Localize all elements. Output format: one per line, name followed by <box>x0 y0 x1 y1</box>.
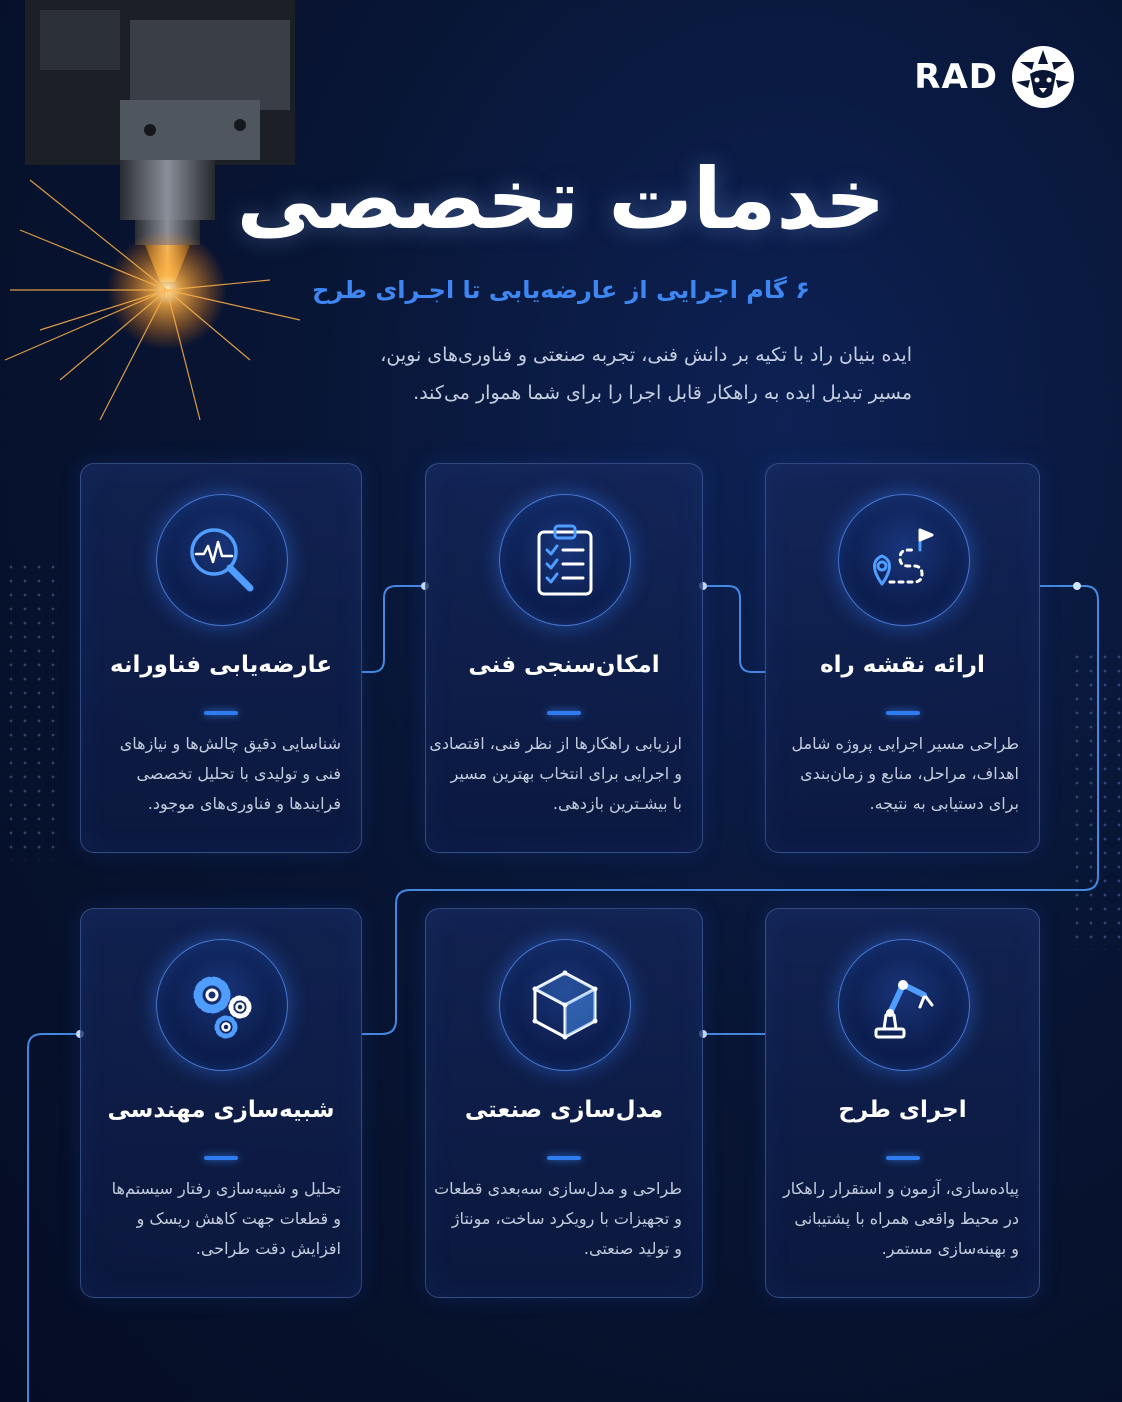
dot-grid-right <box>1070 650 1122 950</box>
desc-line: افزایش دقت طراحی. <box>195 1239 341 1258</box>
card-title: امکان‌سنجی فنی <box>468 652 660 678</box>
desc-line: فرایندها و فناوری‌های موجود. <box>147 794 341 813</box>
title-underline <box>204 711 238 715</box>
intro-line-2: مسیر تبدیل ایده به راهکار قابل اجرا را برای شما هموار می‌کند. <box>413 382 912 404</box>
service-card-simulation <box>80 908 362 1298</box>
desc-line: پیاده‌سازی، آزمون و استقرار راهکار <box>782 1179 1019 1198</box>
card-title: اجرای طرح <box>838 1097 967 1123</box>
desc-line: در محیط واقعی همراه با پشتیبانی <box>794 1209 1019 1228</box>
service-card-feasibility <box>425 463 703 853</box>
service-card-execution <box>765 908 1040 1298</box>
desc-line: برای دستیابی به نتیجه. <box>869 794 1019 813</box>
title-underline <box>204 1156 238 1160</box>
card-description <box>786 729 1019 819</box>
icon-circle <box>499 939 631 1071</box>
brand-name: RAD <box>914 57 998 97</box>
card-title: عارضه‌یابی فناورانه <box>109 652 333 678</box>
service-card-modeling <box>425 908 703 1298</box>
clipboard-checklist-icon <box>525 520 605 600</box>
card-description <box>101 1174 341 1264</box>
robot-arm-icon <box>864 965 944 1045</box>
icon-circle <box>156 494 288 626</box>
roadmap-pin-flag-icon <box>864 520 944 600</box>
desc-line: طراحی و مدل‌سازی سه‌بعدی قطعات <box>434 1179 682 1198</box>
cube-3d-icon <box>525 965 605 1045</box>
card-title: مدل‌سازی صنعتی <box>464 1097 664 1123</box>
desc-line: طراحی مسیر اجرایی پروژه شامل <box>791 734 1019 753</box>
desc-line: و تجهیزات با رویکرد ساخت، مونتاژ <box>451 1209 682 1228</box>
dot-grid-left <box>0 560 60 860</box>
icon-circle <box>838 494 970 626</box>
card-description <box>782 1174 1019 1264</box>
service-card-diagnosis <box>80 463 362 853</box>
page-subtitle: ۶ گام اجرایی از عارضه‌یابی تا اجـرای طرح <box>312 276 810 304</box>
title-underline <box>886 1156 920 1160</box>
page-title: خدمات تخصصی <box>236 150 886 248</box>
desc-line: با بیشـترین بازدهی. <box>552 794 682 813</box>
icon-circle <box>156 939 288 1071</box>
brand-logo <box>914 42 1078 112</box>
card-title: ارائه نقشه راه <box>820 652 985 678</box>
card-description <box>429 729 682 819</box>
icon-circle <box>499 494 631 626</box>
gears-icon <box>182 965 262 1045</box>
desc-line: اهداف، مراحل، منابع و زمان‌بندی <box>800 764 1019 783</box>
lion-head-icon <box>1008 42 1078 112</box>
magnifier-pulse-icon <box>182 520 262 600</box>
card-title: شبیه‌سازی مهندسی <box>107 1097 335 1123</box>
desc-line: فنی و تولیدی با تحلیل تخصصی <box>136 764 341 783</box>
desc-line: ارزیابی راهکارها از نظر فنی، اقتصادی <box>429 734 682 753</box>
icon-circle <box>838 939 970 1071</box>
desc-line: و اجرایی برای انتخاب بهترین مسیر <box>450 764 682 783</box>
desc-line: و قطعات جهت کاهش ریسک و <box>136 1209 341 1228</box>
title-underline <box>886 711 920 715</box>
title-underline <box>547 1156 581 1160</box>
card-description <box>434 1174 682 1264</box>
title-underline <box>547 711 581 715</box>
desc-line: و بهینه‌سازی مستمر. <box>881 1239 1019 1258</box>
desc-line: شناسایی دقیق چالش‌ها و نیازهای <box>119 734 341 753</box>
card-description <box>101 729 341 819</box>
service-card-roadmap <box>765 463 1040 853</box>
desc-line: تحلیل و شبیه‌سازی رفتار سیستم‌ها <box>111 1179 341 1198</box>
desc-line: و تولید صنعتی. <box>583 1239 682 1258</box>
intro-line-1: ایده بنیان راد با تکیه بر دانش فنی، تجربه صنعتی و فناوری‌های نوین، <box>380 344 912 366</box>
